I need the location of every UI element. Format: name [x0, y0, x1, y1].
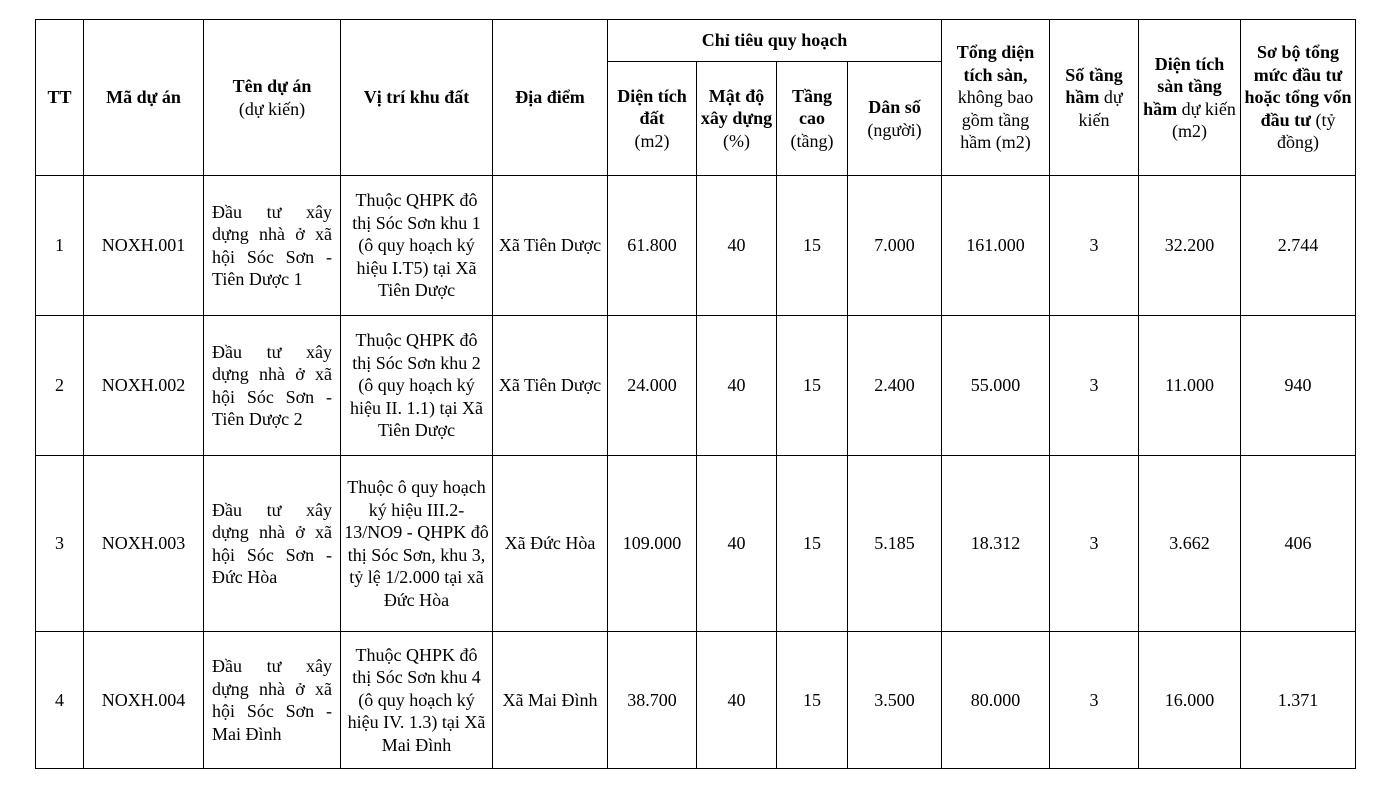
cell-ten-du-an — [204, 456, 341, 632]
cell-tong-von: 406 — [1241, 456, 1356, 632]
cell-dien-tich-dat: 38.700 — [608, 632, 697, 769]
cell-tong-von: 2.744 — [1241, 176, 1356, 316]
cell-tt: 1 — [36, 176, 84, 316]
header-so-tang-ham — [1050, 20, 1139, 176]
cell-ten-line: Đầu tư xây — [212, 499, 332, 520]
cell-ten-line: Đức Hòa — [212, 567, 278, 587]
header-dien-tich-dat — [608, 62, 697, 176]
cell-dan-so: 2.400 — [848, 316, 942, 456]
cell-dan-so: 3.500 — [848, 632, 942, 769]
cell-ten-du-an — [204, 632, 341, 769]
header-tang-cao-label: Tầng cao — [791, 85, 833, 129]
cell-tong-dien-tich-san: 55.000 — [942, 316, 1050, 456]
cell-so-tang-ham: 3 — [1050, 176, 1139, 316]
header-tong-dien-tich-san-note: không bao gồm tầng hầm (m2) — [957, 87, 1034, 153]
table-row — [36, 176, 1356, 316]
cell-ten-line: dựng nhà ở xã — [212, 678, 332, 699]
planning-table — [35, 19, 1356, 769]
header-dan-so — [848, 62, 942, 176]
cell-ma-du-an: NOXH.004 — [84, 632, 204, 769]
cell-dien-tich-ham: 11.000 — [1139, 316, 1241, 456]
cell-ten-line: hội Sóc Sơn - — [212, 544, 332, 565]
header-tong-von-label: Sơ bộ tổng mức đầu tư hoặc tổng vốn đầu tư — [1244, 42, 1352, 130]
header-dien-tich-ham — [1139, 20, 1241, 176]
cell-vi-tri: Thuộc QHPK đô thị Sóc Sơn khu 4 (ô quy hoạch ký hiệu IV. 1.3) tại Xã Mai Đình — [341, 632, 493, 769]
cell-tong-dien-tich-san: 161.000 — [942, 176, 1050, 316]
cell-tt: 2 — [36, 316, 84, 456]
cell-ten-line: Đầu tư xây — [212, 201, 332, 222]
cell-ten-line: hội Sóc Sơn - — [212, 246, 332, 267]
header-dan-so-note: (người) — [867, 119, 922, 140]
cell-tang-cao: 15 — [777, 456, 848, 632]
header-vi-tri: Vị trí khu đất — [341, 20, 493, 176]
table-row — [36, 316, 1356, 456]
header-tong-dien-tich-san-label: Tổng diện tích sàn, — [956, 42, 1035, 85]
cell-dia-diem: Xã Tiên Dược — [493, 316, 608, 456]
table-row — [36, 632, 1356, 769]
cell-dia-diem: Xã Mai Đình — [493, 632, 608, 769]
header-tang-cao — [777, 62, 848, 176]
cell-ten-line: Đầu tư xây — [212, 656, 332, 676]
cell-ma-du-an: NOXH.002 — [84, 316, 204, 456]
cell-ma-du-an: NOXH.003 — [84, 456, 204, 632]
cell-vi-tri: Thuộc QHPK đô thị Sóc Sơn khu 1 (ô quy hoạch ký hiệu I.T5) tại Xã Tiên Dược — [341, 176, 493, 316]
cell-dan-so: 5.185 — [848, 456, 942, 632]
cell-dia-diem: Xã Đức Hòa — [493, 456, 608, 632]
cell-mat-do: 40 — [697, 632, 777, 769]
header-mat-do-label: Mật độ xây dựng — [700, 85, 773, 129]
cell-ma-du-an: NOXH.001 — [84, 176, 204, 316]
cell-tong-von: 1.371 — [1241, 632, 1356, 769]
cell-dien-tich-ham: 16.000 — [1139, 632, 1241, 769]
header-chi-tieu-quy-hoach: Chỉ tiêu quy hoạch — [608, 20, 942, 62]
header-so-tang-ham-note: dự kiến — [1078, 87, 1123, 130]
cell-tt: 3 — [36, 456, 84, 632]
header-dien-tich-ham-note: dự kiến (m2) — [1172, 98, 1236, 141]
cell-tong-dien-tich-san: 80.000 — [942, 632, 1050, 769]
cell-ten-line: dựng nhà ở xã — [212, 224, 332, 244]
header-dien-tich-dat-label: Diện tích đất — [617, 85, 687, 129]
header-ten-du-an-note: (dự kiến) — [238, 98, 306, 119]
header-so-tang-ham-label: Số tầng hầm — [1065, 64, 1123, 108]
cell-tang-cao: 15 — [777, 632, 848, 769]
cell-ten-line: dựng nhà ở xã — [212, 364, 332, 384]
header-tt: TT — [36, 20, 84, 176]
cell-ten-line: hội Sóc Sơn - — [212, 701, 332, 721]
cell-vi-tri: Thuộc ô quy hoạch ký hiệu III.2-13/NO9 - QHPK đô thị Sóc Sơn, khu 3, tỷ lệ 1/2.000 tại xã Đức Hòa — [341, 456, 493, 632]
cell-ten-line: Tiên Dược 2 — [212, 409, 303, 429]
cell-tang-cao: 15 — [777, 176, 848, 316]
cell-mat-do: 40 — [697, 456, 777, 632]
cell-tong-dien-tich-san: 18.312 — [942, 456, 1050, 632]
cell-ten-line: Tiên Dược 1 — [212, 269, 303, 289]
cell-dien-tich-dat: 61.800 — [608, 176, 697, 316]
cell-dien-tich-ham: 32.200 — [1139, 176, 1241, 316]
header-mat-do — [697, 62, 777, 176]
cell-dia-diem: Xã Tiên Dược — [493, 176, 608, 316]
cell-ten-line: dựng nhà ở xã — [212, 522, 332, 542]
cell-dan-so: 7.000 — [848, 176, 942, 316]
cell-ten-du-an — [204, 176, 341, 316]
cell-dien-tich-dat: 109.000 — [608, 456, 697, 632]
header-ma-du-an: Mã dự án — [84, 20, 204, 176]
cell-mat-do: 40 — [697, 176, 777, 316]
cell-so-tang-ham: 3 — [1050, 316, 1139, 456]
header-ten-du-an-label: Tên dự án — [232, 76, 312, 96]
header-tang-cao-note: (tầng) — [790, 130, 834, 151]
cell-vi-tri: Thuộc QHPK đô thị Sóc Sơn khu 2 (ô quy hoạch ký hiệu II. 1.1) tại Xã Tiên Dược — [341, 316, 493, 456]
cell-dien-tich-dat: 24.000 — [608, 316, 697, 456]
header-dia-diem: Địa điểm — [493, 20, 608, 176]
cell-so-tang-ham: 3 — [1050, 632, 1139, 769]
header-dien-tich-dat-note: (m2) — [634, 130, 670, 151]
header-dan-so-label: Dân số — [868, 97, 921, 117]
cell-ten-line: Mai Đình — [212, 723, 282, 744]
cell-ten-line: Đầu tư xây — [212, 341, 332, 362]
cell-ten-line: hội Sóc Sơn - — [212, 386, 332, 407]
header-tong-von-note: (tỷ đồng) — [1277, 109, 1336, 153]
cell-ten-du-an — [204, 316, 341, 456]
cell-tong-von: 940 — [1241, 316, 1356, 456]
cell-tt: 4 — [36, 632, 84, 769]
header-tong-dien-tich-san — [942, 20, 1050, 176]
header-dien-tich-ham-label: Diện tích sàn tầng hầm — [1143, 53, 1225, 119]
header-mat-do-note: (%) — [723, 130, 750, 151]
cell-so-tang-ham: 3 — [1050, 456, 1139, 632]
header-ten-du-an — [204, 20, 341, 176]
cell-mat-do: 40 — [697, 316, 777, 456]
header-tong-von — [1241, 20, 1356, 176]
table-row — [36, 456, 1356, 632]
cell-tang-cao: 15 — [777, 316, 848, 456]
cell-dien-tich-ham: 3.662 — [1139, 456, 1241, 632]
